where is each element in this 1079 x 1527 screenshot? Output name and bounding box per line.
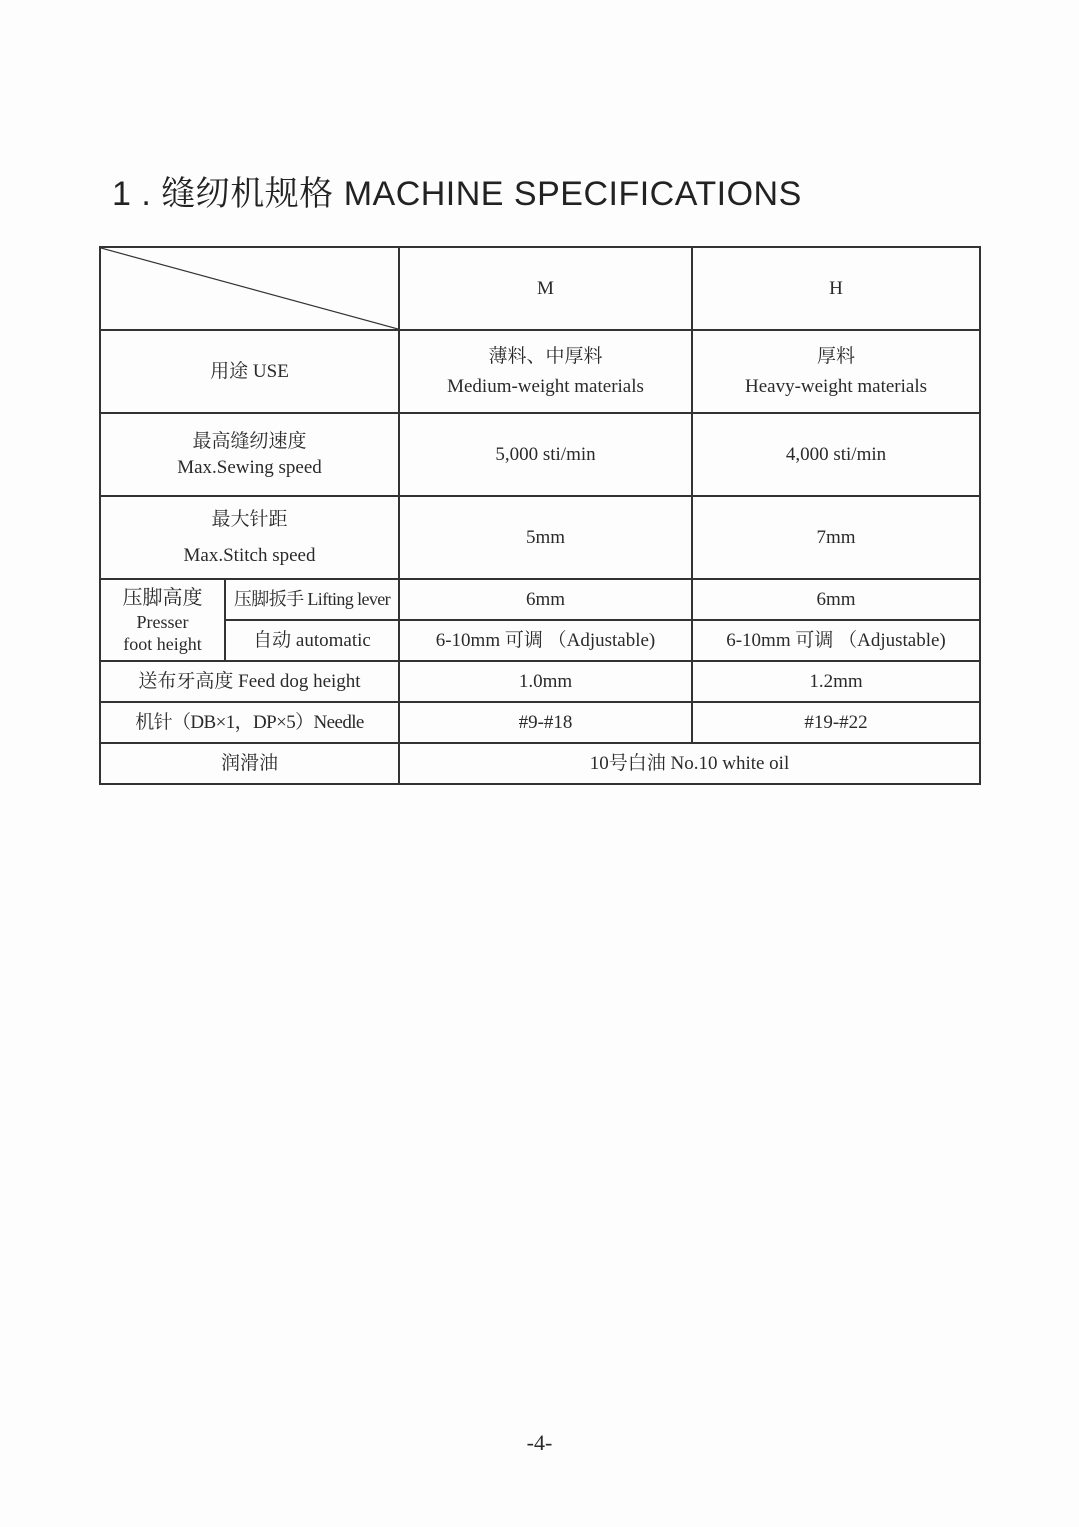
- page-title: 1 . 缝纫机规格 MACHINE SPECIFICATIONS: [112, 175, 802, 213]
- lever-label: 压脚扳手 Lifting lever: [225, 579, 399, 620]
- use-h-en: Heavy-weight materials: [744, 375, 927, 397]
- auto-h: 6-10mm 可调 （Adjustable): [692, 620, 980, 661]
- feed-h: 1.2mm: [692, 661, 980, 702]
- table-row: [100, 413, 980, 496]
- use-m-cell: [399, 330, 692, 413]
- speed-label-en: Max.Sewing speed: [177, 456, 322, 478]
- lever-h: 6mm: [692, 579, 980, 620]
- stitch-label-cn: 最大针距: [211, 508, 288, 530]
- column-header-m: M: [399, 247, 692, 330]
- stitch-label-cell: [100, 496, 399, 579]
- table-header-row: [100, 247, 980, 330]
- needle-m: #9-#18: [399, 702, 692, 743]
- table-row: [100, 661, 980, 702]
- lever-m: 6mm: [399, 579, 692, 620]
- use-h-cn: 厚料: [816, 345, 855, 367]
- page-number: -4-: [526, 1430, 553, 1455]
- presser-label-cell: [100, 579, 225, 661]
- use-m-en: Medium-weight materials: [447, 375, 644, 397]
- stitch-h: 7mm: [692, 496, 980, 579]
- diagonal-corner-cell: [100, 247, 399, 330]
- use-h-cell: [692, 330, 980, 413]
- speed-label-cell: [100, 413, 399, 496]
- oil-label: 润滑油: [100, 743, 399, 784]
- table-row: [100, 620, 980, 661]
- feed-label: 送布牙高度 Feed dog height: [100, 661, 399, 702]
- stitch-m: 5mm: [399, 496, 692, 579]
- presser-label-cn: 压脚高度: [122, 586, 203, 609]
- stitch-label-en: Max.Stitch speed: [183, 544, 316, 566]
- presser-label-en1: Presser: [136, 611, 189, 632]
- needle-h: #19-#22: [692, 702, 980, 743]
- auto-m: 6-10mm 可调 （Adjustable): [399, 620, 692, 661]
- use-m-cn: 薄料、中厚料: [488, 345, 603, 367]
- needle-label: 机针（DB×1，DP×5）Needle: [100, 702, 399, 743]
- table-row: [100, 496, 980, 579]
- speed-label-cn: 最高缝纫速度: [192, 430, 307, 452]
- table-row: [100, 702, 980, 743]
- use-label: 用途 USE: [100, 330, 399, 413]
- oil-value: 10号白油 No.10 white oil: [399, 743, 980, 784]
- table-row: [100, 579, 980, 620]
- spec-table: [99, 246, 981, 785]
- feed-m: 1.0mm: [399, 661, 692, 702]
- diagonal-line: [101, 248, 398, 329]
- speed-m: 5,000 sti/min: [399, 413, 692, 496]
- speed-h: 4,000 sti/min: [692, 413, 980, 496]
- auto-label: 自动 automatic: [225, 620, 399, 661]
- presser-label-en2: foot height: [123, 633, 202, 654]
- table-row: [100, 743, 980, 784]
- table-row: [100, 330, 980, 413]
- column-header-h: H: [692, 247, 980, 330]
